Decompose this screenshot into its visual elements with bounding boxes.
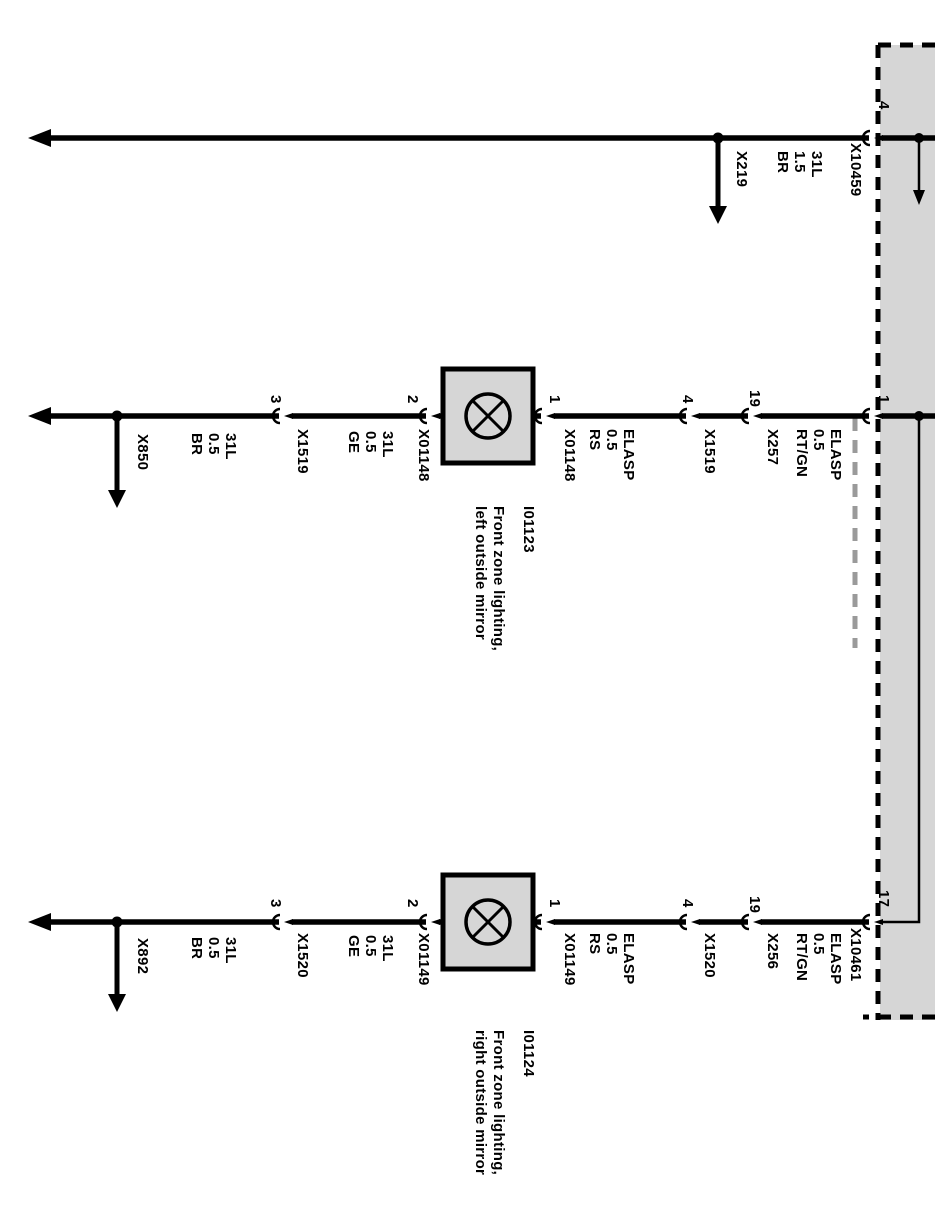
wire-label: RS xyxy=(586,429,603,451)
ground-label: X892 xyxy=(134,938,151,975)
wire-label: 0.5 xyxy=(205,433,222,455)
pin-number: 4 xyxy=(875,101,892,110)
wire-label: 0.5 xyxy=(810,429,827,451)
module-band xyxy=(880,45,935,1020)
wire-label: BR xyxy=(188,433,205,456)
wire-label: 0.5 xyxy=(810,933,827,955)
pin-number: 19 xyxy=(746,896,763,914)
connector-label: X256 xyxy=(764,933,781,970)
wire-label: BR xyxy=(188,937,205,960)
wire-label: 0.5 xyxy=(603,429,620,451)
pin-number: 3 xyxy=(267,899,284,908)
wire-label: 0.5 xyxy=(205,937,222,959)
branch-arrowhead xyxy=(108,994,126,1012)
connector-label: X01148 xyxy=(415,429,432,482)
wire-label: 0.5 xyxy=(362,935,379,957)
wire-label: 31L xyxy=(222,937,239,964)
wire-label: BR xyxy=(774,151,791,174)
wire-label: 1.5 xyxy=(791,151,808,173)
wire-label: 31L xyxy=(222,433,239,460)
wire-label: GE xyxy=(345,431,362,454)
wire-label: GE xyxy=(345,935,362,958)
connector-label: X1519 xyxy=(701,429,718,474)
connector-label: X257 xyxy=(764,429,781,466)
component-desc: Front zone lighting, xyxy=(490,1030,507,1176)
pin-number: 4 xyxy=(679,899,696,908)
wire-label: ELASP xyxy=(827,429,844,481)
wire-label: 31L xyxy=(379,431,396,458)
component-desc: right outside mirror xyxy=(472,1030,489,1176)
wire-label: 0.5 xyxy=(603,933,620,955)
connector-label: X01148 xyxy=(561,429,578,482)
wire-label: 0.5 xyxy=(362,431,379,453)
branch-arrowhead xyxy=(709,206,727,224)
component-desc: left outside mirror xyxy=(472,506,489,641)
connector-label: X01149 xyxy=(415,933,432,986)
ground-label: X219 xyxy=(733,151,750,188)
wire-label: RS xyxy=(586,933,603,955)
component-code: I01124 xyxy=(520,1030,537,1077)
branch-arrowhead xyxy=(108,490,126,508)
ground-arrowhead xyxy=(28,913,51,931)
connector-label: X1519 xyxy=(294,429,311,474)
connector-label: X1520 xyxy=(294,933,311,978)
pin-number: 17 xyxy=(875,890,892,908)
connector-label: X10461 xyxy=(847,928,864,982)
wire-label: 31L xyxy=(379,935,396,962)
wire-label: RT/GN xyxy=(793,933,810,982)
ground-arrowhead xyxy=(28,129,51,147)
pin-number: 2 xyxy=(404,899,421,908)
pin-number: 2 xyxy=(404,395,421,404)
wire-label: RT/GN xyxy=(793,429,810,478)
pin-number: 1 xyxy=(546,899,563,908)
wire-label: ELASP xyxy=(620,933,637,985)
wire-label: ELASP xyxy=(620,429,637,481)
wire-label: ELASP xyxy=(827,933,844,985)
pin-number: 4 xyxy=(679,395,696,404)
ground-arrowhead xyxy=(28,407,51,425)
component-desc: Front zone lighting, xyxy=(490,506,507,652)
pin-number: 1 xyxy=(875,395,892,404)
ground-label: X850 xyxy=(134,434,151,471)
connector-label: X01149 xyxy=(561,933,578,986)
pin-number: 19 xyxy=(746,390,763,408)
connector-label: X10459 xyxy=(847,143,864,197)
connector-label: X1520 xyxy=(701,933,718,978)
component-code: I01123 xyxy=(520,506,537,553)
wire-label: 31L xyxy=(808,151,825,178)
pin-number: 1 xyxy=(546,395,563,404)
pin-number: 3 xyxy=(267,395,284,404)
